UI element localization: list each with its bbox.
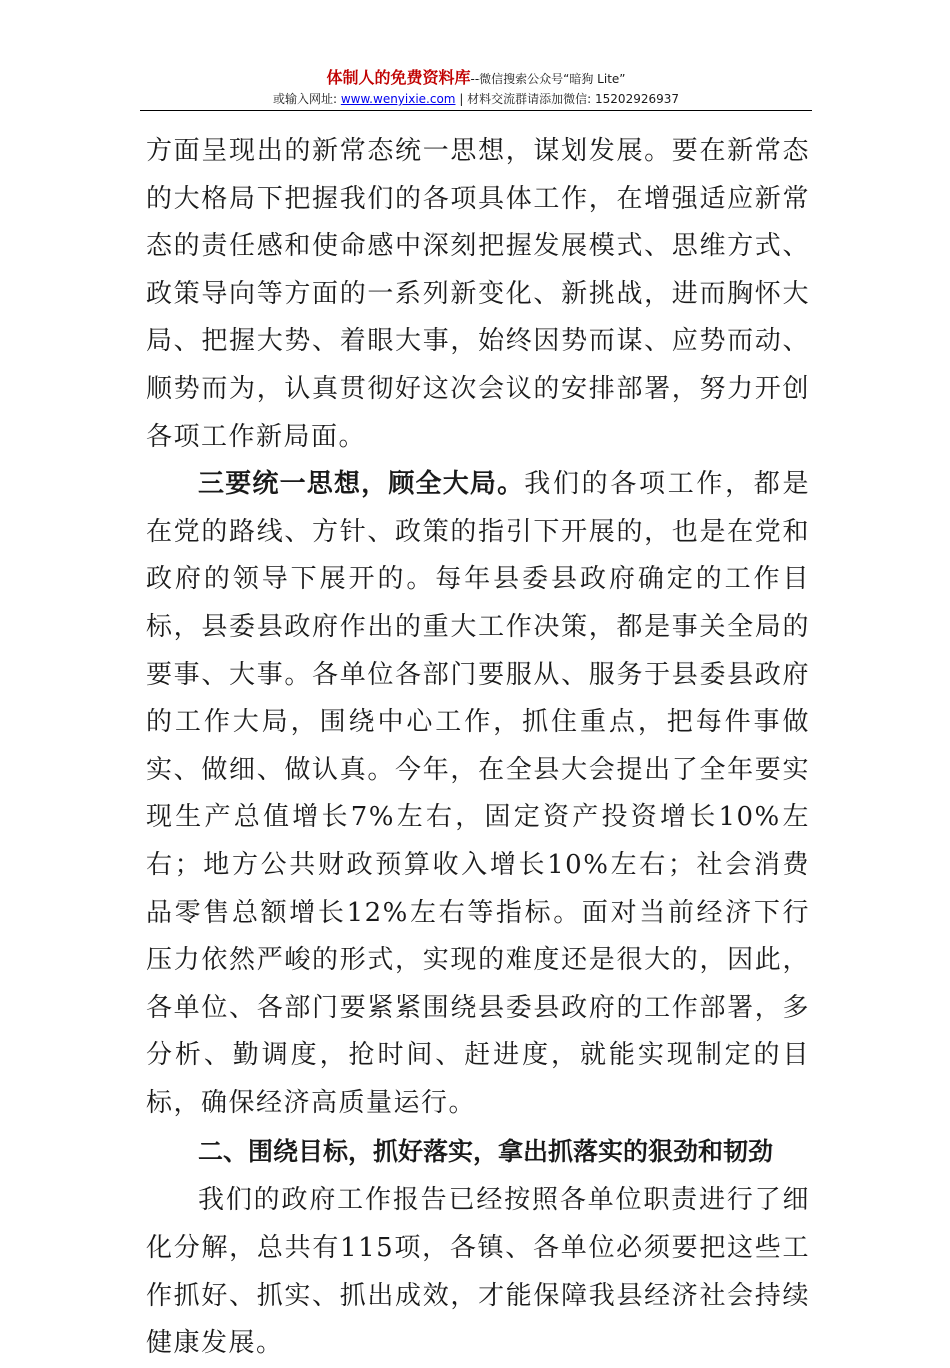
document-body	[146, 128, 810, 1368]
contact-info: | 材料交流群请添加微信: 15202926937	[455, 92, 680, 106]
brand-title: 体制人的免费资料库	[326, 68, 471, 87]
header-contact-line	[140, 90, 812, 108]
section-heading: 二、围绕目标，抓好落实，拿出抓落实的狠劲和韧劲	[198, 1137, 774, 1167]
paragraph-2-lead: 三要统一思想，顾全大局。	[198, 469, 525, 500]
header-title-line	[140, 68, 812, 89]
website-link[interactable]: www.wenyixie.com	[340, 92, 456, 106]
url-prefix: 或输入网址:	[272, 92, 341, 106]
header-divider	[140, 110, 812, 111]
header-tagline: --微信搜索公众号“暗狗 Lite”	[470, 72, 626, 86]
paragraph-2	[146, 461, 810, 1127]
paragraph-3: 我们的政府工作报告已经按照各单位职责进行了细化分解，总共有115项，各镇、各单位必须要把这些工作抓好、抓实、抓出成效，才能保障我县经济社会持续健康发展。	[146, 1185, 810, 1359]
page-header	[140, 68, 812, 108]
paragraph-1: 方面呈现出的新常态统一思想，谋划发展。要在新常态的大格局下把握我们的各项具体工作，在增强适应新常态的责任感和使命感中深刻把握发展模式、思维方式、政策导向等方面的一系列新变化、新挑战，进而胸怀大局、把握大势、着眼大事，始终因势而谋、应势而动、顺势而为，认真贯彻好这次会议的安排部署，努力开创各项工作新局面。	[146, 136, 810, 452]
paragraph-2-text: 我们的各项工作，都是在党的路线、方针、政策的指引下开展的，也是在党和政府的领导下展开的。每年县委县政府确定的工作目标，县委县政府作出的重大工作决策，都是事关全局的要事、大事。各单位各部门要服从、服务于县委县政府的工作大局，围绕中心工作，抓住重点，把每件事做实、做细、做认真。今年，在全县大会提出了全年要实现生产总值增长7%左右，固定资产投资增长10%左右；地方公共财政预算收入增长10%左右；社会消费品零售总额增长12%左右等指标。面对当前经济下行压力依然严峻的形式，实现的难度还是很大的，因此，各单位、各部门要紧紧围绕县委县政府的工作部署，多分析、勤调度，抢时间、赶进度，就能实现制定的目标，确保经济高质量运行。	[146, 469, 810, 1118]
